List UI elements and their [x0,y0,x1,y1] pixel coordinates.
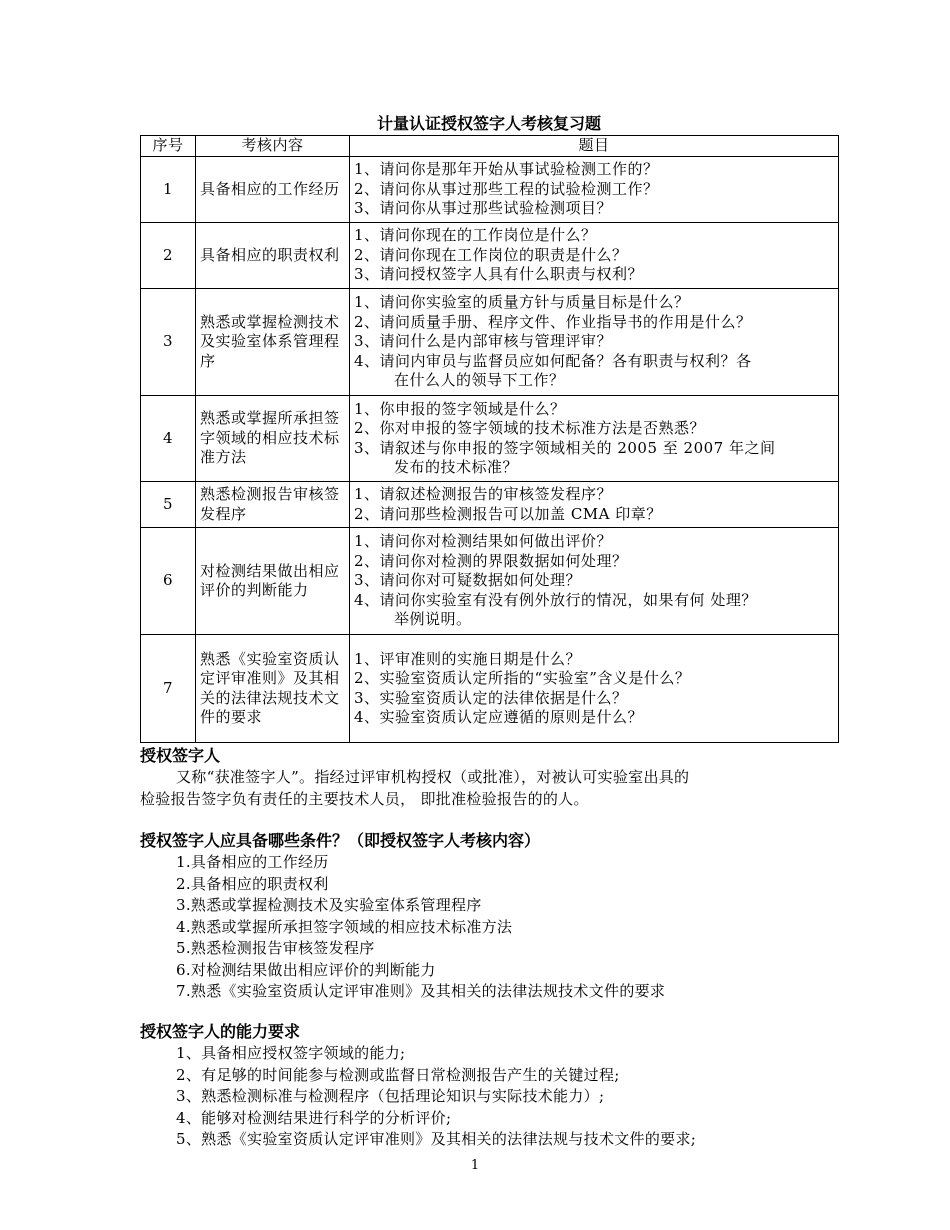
question-line: 3、请问你从事过那些试验检测项目？ [354,199,613,218]
question-line: 2、请问你对检测的界限数据如何处理？ [354,551,628,570]
question-line: 1、请问你现在的工作岗位是什么？ [354,226,597,245]
list-item: 5.熟悉检测报告审核签发程序 [176,939,375,957]
question-line: 2、请问质量手册、程序文件、作业指导书的作用是什么？ [354,312,752,331]
list-item: 2、有足够的时间能参与检测或监督日常检测报告产生的关键过程; [176,1065,620,1084]
question-line: 2、请问你从事过那些工程的试验检测工作？ [354,179,659,198]
question-line: 4、实验室资质认定应遵循的原则是什么？ [354,708,644,726]
row-questions [350,482,839,528]
table-row [141,157,839,223]
row-no: 7 [141,635,196,743]
question-line: 1、请问你是那年开始从事试验检测工作的？ [354,160,659,179]
question-line: 在什么人的领导下工作？ [394,371,565,390]
row-no: 6 [141,528,196,635]
abilities-list [176,1043,696,1151]
question-line: 3、请问授权签字人具有什么职责与权利？ [354,265,644,284]
question-line: 3、请叙述与你申报的签字领域相关的 2005 至 2007 年之间 [354,438,776,457]
row-no: 1 [141,157,196,223]
table-row [141,289,839,396]
question-line: 1、请叙述检测报告的审核签发程序？ [354,485,613,503]
header-content: 考核内容 [196,136,350,157]
question-line: 1、请问你对检测结果如何做出评价？ [354,532,613,551]
row-content: 熟悉或掌握所承担签字领域的相应技术标准方法 [196,396,350,482]
table-row [141,635,839,743]
section-heading-conditions: 授权签字人应具备哪些条件？（即授权签字人考核内容） [140,831,541,850]
row-questions [350,223,839,289]
row-content: 熟悉检测报告审核签发程序 [196,482,350,528]
list-item: 5、熟悉《实验室资质认定评审准则》及其相关的法律法规与技术文件的要求; [176,1130,697,1148]
signatory-definition [140,766,840,810]
exam-table [140,135,839,743]
row-no: 4 [141,396,196,482]
list-item: 1、具备相应授权签字领域的能力; [176,1044,406,1062]
question-line: 2、实验室资质认定所指的“实验室”含义是什么？ [354,669,691,687]
list-item: 4.熟悉或掌握所承担签字领域的相应技术标准方法 [176,917,513,936]
row-questions [350,635,839,743]
section-heading-abilities: 授权签字人的能力要求 [140,1022,301,1041]
question-line: 发布的技术标准？ [394,458,519,476]
document-title: 计量认证授权签字人考核复习题 [376,114,601,133]
table-row [141,396,839,482]
row-content: 具备相应的职责权利 [196,223,350,289]
row-no: 3 [141,289,196,396]
question-line: 3、请问你对可疑数据如何处理？ [354,571,582,590]
section-heading-signatory: 授权签字人 [140,746,221,765]
list-item: 7.熟悉《实验室资质认定评审准则》及其相关的法律法规技术文件的要求 [176,982,666,1000]
question-line: 1、你申报的签字领域是什么？ [354,399,566,418]
row-questions [350,528,839,635]
row-content: 对检测结果做出相应评价的判断能力 [196,528,350,635]
conditions-list [176,852,665,1003]
table-row [141,482,839,528]
table-header-row [141,136,839,157]
table-row [141,528,839,635]
paragraph-line: 又称“获准签字人”。指经过评审机构授权（或批准），对被认可实验室出具的 [176,768,690,786]
list-item: 2.具备相应的职责权利 [176,874,329,893]
row-content: 熟悉《实验室资质认定评审准则》及其相关的法律法规技术文件的要求 [196,635,350,743]
question-line: 4、请问你实验室有没有例外放行的情况，如果有何 处理？ [354,590,757,609]
question-line: 2、请问那些检测报告可以加盖 CMA 印章？ [354,504,662,523]
question-line: 1、评审准则的实施日期是什么？ [354,649,582,668]
page-number: 1 [470,1158,480,1173]
row-questions [350,396,839,482]
question-line: 1、请问你实验室的质量方针与质量目标是什么？ [354,293,690,312]
list-item: 3.熟悉或掌握检测技术及实验室体系管理程序 [176,896,482,914]
row-content: 具备相应的工作经历 [196,157,350,223]
question-line: 3、请问什么是内部审核与管理评审？ [354,332,613,351]
header-questions: 题目 [350,136,839,157]
header-no: 序号 [141,136,196,157]
row-no: 5 [141,482,196,528]
list-item: 4、能够对检测结果进行科学的分析评价; [176,1108,452,1127]
question-line: 举例说明。 [394,610,472,629]
question-line: 4、请问内审员与监督员应如何配备？各有职责与权利？各 [354,351,752,370]
list-item: 3、熟悉检测标准与检测程序（包括理论知识与实际技术能力）; [176,1087,605,1105]
table-row [141,223,839,289]
question-line: 2、你对申报的签字领域的技术标准方法是否熟悉？ [354,419,706,437]
question-line: 2、请问你现在工作岗位的职责是什么？ [354,245,628,264]
row-no: 2 [141,223,196,289]
row-questions [350,289,839,396]
row-questions [350,157,839,223]
question-line: 3、实验室资质认定的法律依据是什么？ [354,688,628,707]
paragraph-line: 检验报告签字负有责任的主要技术人员， 即批准检验报告的的人。 [140,790,589,808]
list-item: 1.具备相应的工作经历 [176,853,329,871]
row-content: 熟悉或掌握检测技术及实验室体系管理程序 [196,289,350,396]
list-item: 6.对检测结果做出相应评价的判断能力 [176,960,436,979]
